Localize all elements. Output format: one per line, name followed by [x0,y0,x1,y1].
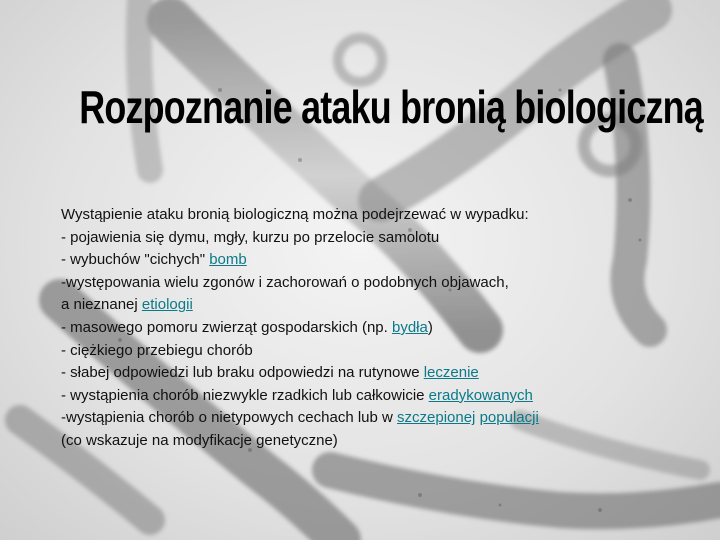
body-line [61,362,681,385]
body-line [61,272,681,295]
body-line [61,227,681,250]
body-line [61,385,681,408]
body-line [61,294,681,317]
link-bydła[interactable]: bydła [391,318,428,336]
slide-title: Rozpoznanie ataku bronią biologiczną [79,81,703,133]
body-text: ) [427,318,433,336]
link-bomb[interactable]: bomb [209,251,247,269]
slide-body [61,204,681,453]
body-text: Wystąpienie ataku bronią biologiczną można podejrzewać w wypadku: [61,206,529,223]
link-populacji[interactable]: populacji [479,409,539,427]
link-etiologii[interactable]: etiologii [141,296,193,314]
body-text: a nieznanej [61,296,142,314]
body-text: - wystąpienia chorób niezwykle rzadkich lub całkowicie [61,386,429,404]
body-text: -występowania wielu zgonów i zachorowań o podobnych objawach, [61,273,509,291]
body-line [61,407,681,430]
body-text: - masowego pomoru zwierząt gospodarskich (np. [61,318,392,336]
body-line [61,204,681,227]
body-text: - ciężkiego przebiegu chorób [61,341,253,359]
link-eradykowanych[interactable]: eradykowanych [428,386,533,404]
body-text: - słabej odpowiedzi lub braku odpowiedzi na rutynowe [61,364,424,382]
body-line [61,430,681,453]
body-text: -wystąpienia chorób o nietypowych cechach lub w [61,409,398,427]
body-line [61,317,681,340]
body-text: - pojawienia się dymu, mgły, kurzu po przelocie samolotu [61,228,440,246]
body-line [61,340,681,363]
link-szczepionej[interactable]: szczepionej [397,409,476,427]
body-text: (co wskazuje na modyfikacje genetyczne) [61,431,338,449]
body-line [61,249,681,272]
body-text: - wybuchów "cichych" [61,251,210,269]
link-leczenie[interactable]: leczenie [423,364,479,382]
